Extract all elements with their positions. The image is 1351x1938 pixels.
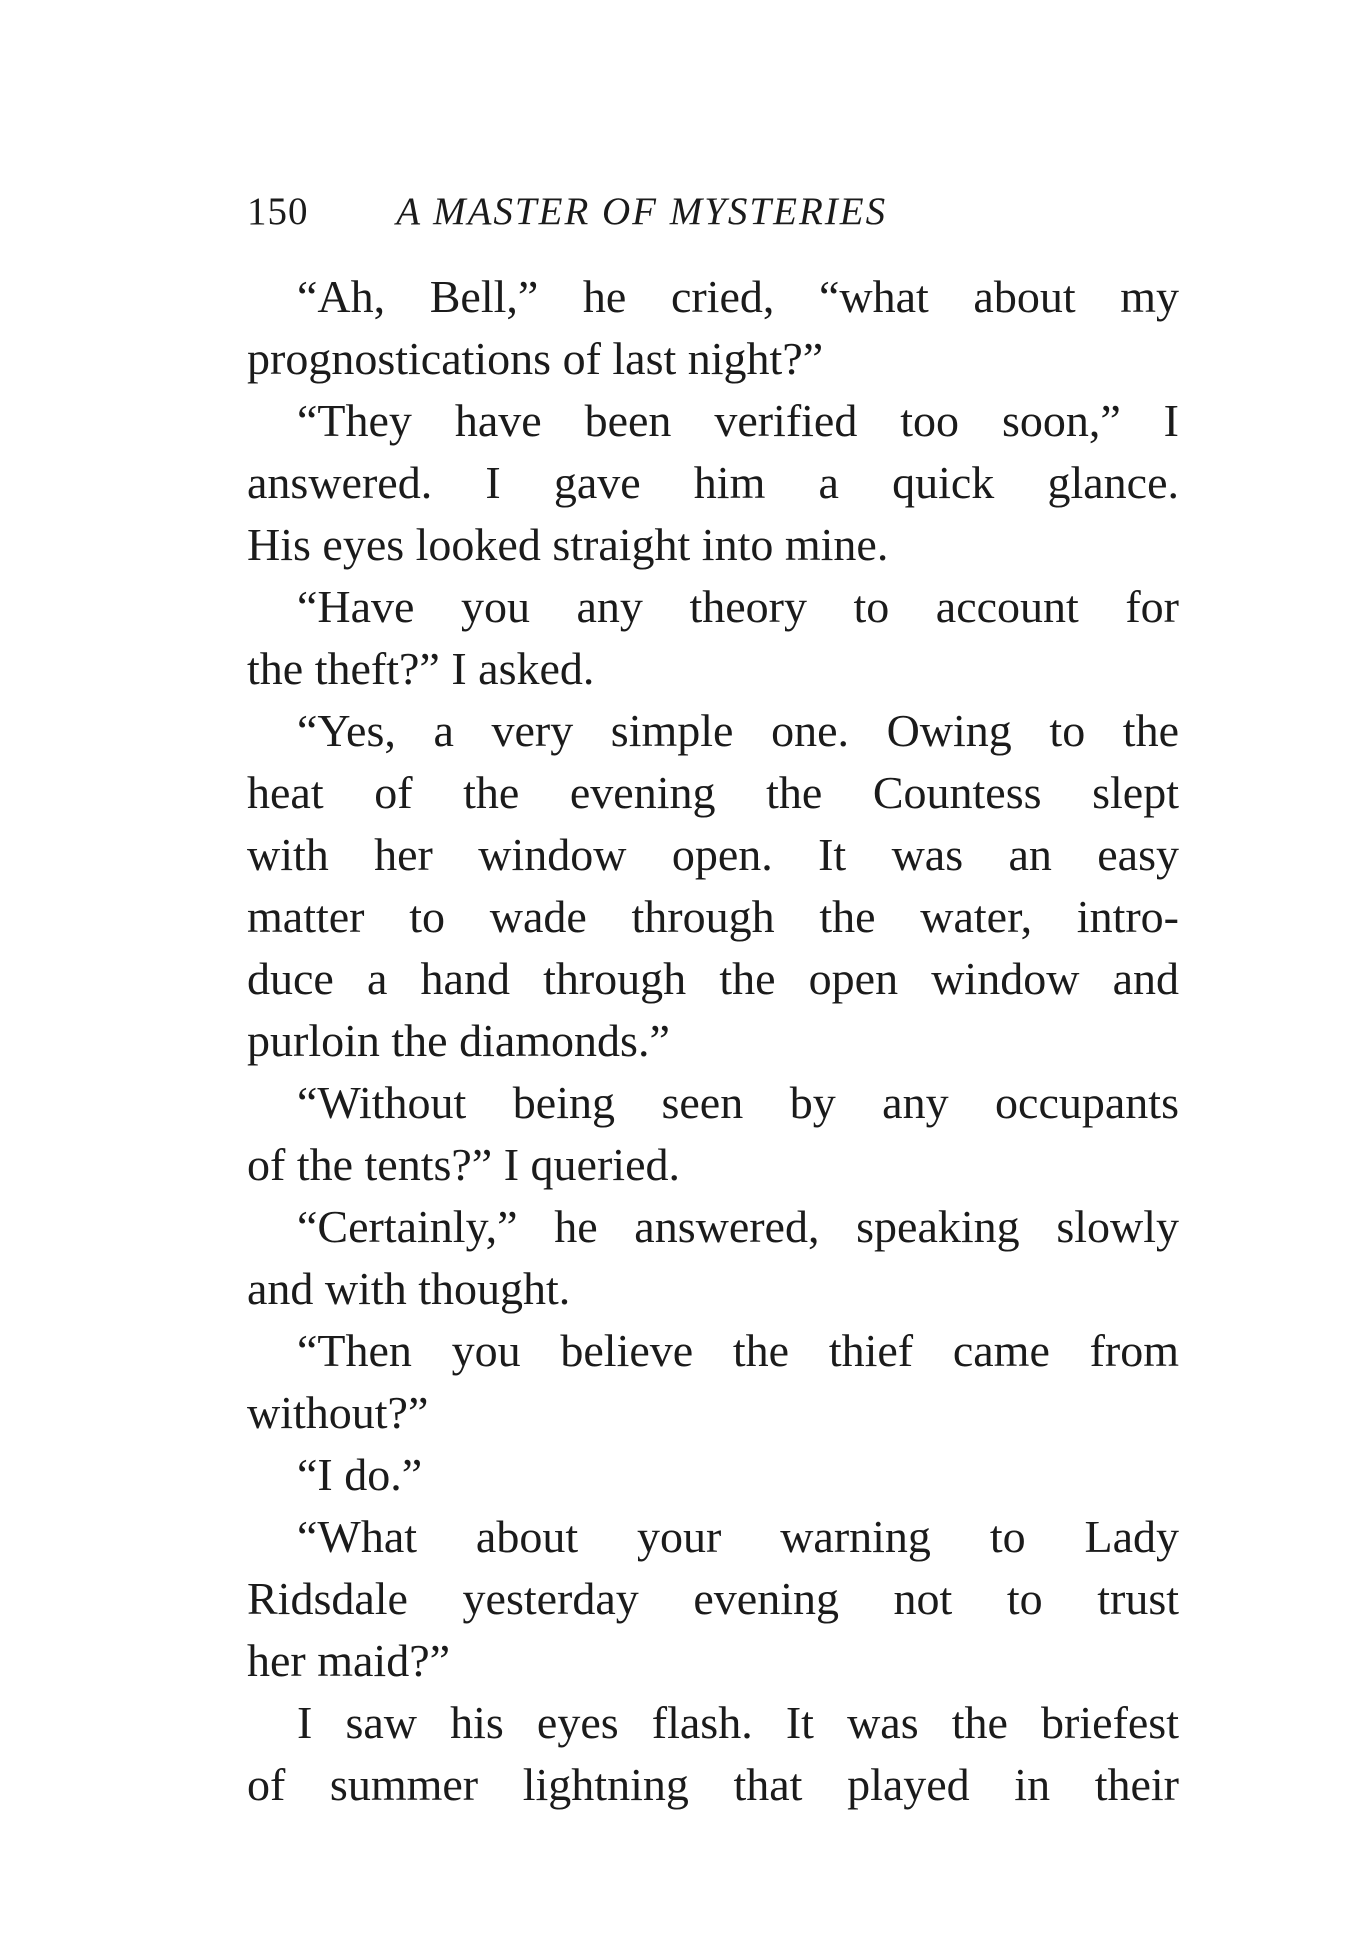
- text-line: of summer lightning that played in their: [247, 1759, 1179, 1810]
- text-line: prognostications of last night?”: [247, 333, 824, 384]
- text-line: answered. I gave him a quick glance.: [247, 457, 1179, 508]
- text-line: Ridsdale yesterday evening not to trust: [247, 1573, 1179, 1624]
- text-line: “They have been verified too soon,” I: [297, 395, 1179, 446]
- text-line: I saw his eyes flash. It was the briefest: [297, 1697, 1179, 1748]
- text-line: His eyes looked straight into mine.: [247, 519, 889, 570]
- text-line: the theft?” I asked.: [247, 643, 595, 694]
- text-line: without?”: [247, 1387, 429, 1438]
- page-number: 150: [247, 190, 309, 233]
- text-line: duce a hand through the open window and: [247, 953, 1179, 1004]
- text-line: of the tents?” I queried.: [247, 1139, 680, 1190]
- text-line: “I do.”: [297, 1449, 423, 1500]
- text-line: “What about your warning to Lady: [297, 1511, 1179, 1562]
- text-line: “Have you any theory to account for: [297, 581, 1179, 632]
- text-line: “Yes, a very simple one. Owing to the: [297, 705, 1179, 756]
- text-line: “Certainly,” he answered, speaking slowly: [297, 1201, 1179, 1252]
- body-text: [247, 266, 1179, 1816]
- text-line: with her window open. It was an easy: [247, 829, 1179, 880]
- text-line: matter to wade through the water, intro-: [247, 891, 1179, 942]
- text-line: heat of the evening the Countess slept: [247, 767, 1179, 818]
- text-line: “Ah, Bell,” he cried, “what about my: [297, 271, 1179, 322]
- text-line: “Then you believe the thief came from: [297, 1325, 1179, 1376]
- book-title: A MASTER OF MYSTERIES: [396, 190, 888, 233]
- text-line: purloin the diamonds.”: [247, 1015, 670, 1066]
- text-line: her maid?”: [247, 1635, 451, 1686]
- running-head: [247, 182, 1177, 242]
- text-line: and with thought.: [247, 1263, 571, 1314]
- text-line: “Without being seen by any occupants: [297, 1077, 1179, 1128]
